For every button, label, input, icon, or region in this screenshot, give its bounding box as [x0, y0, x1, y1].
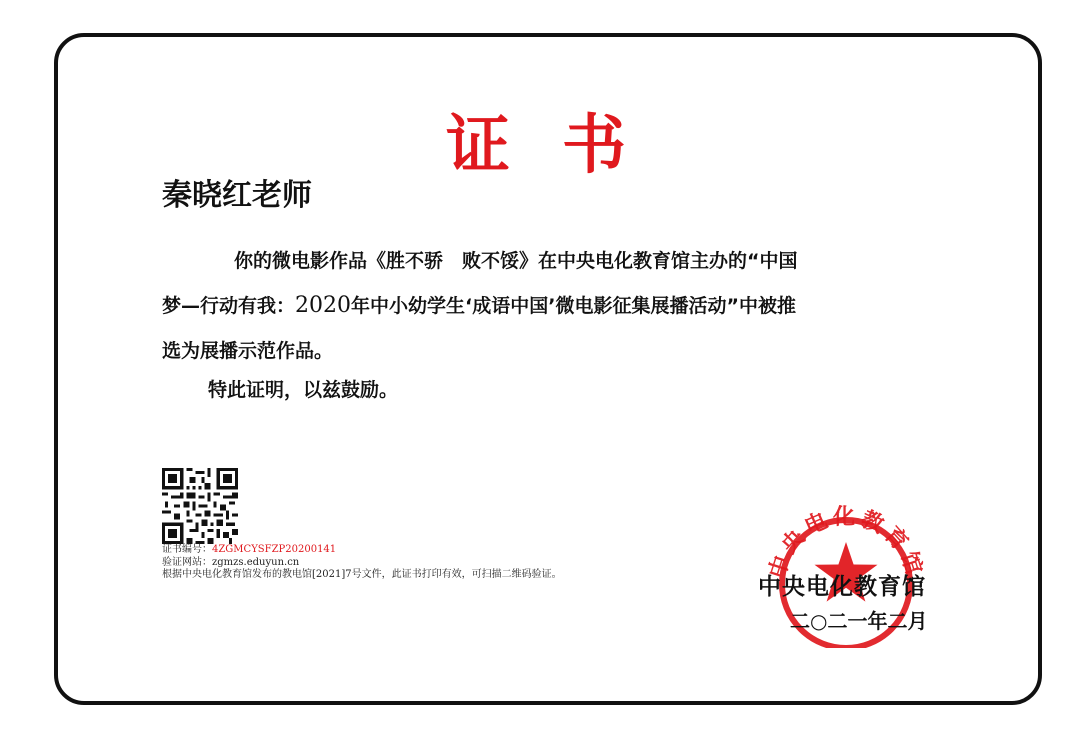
body-line-year: 2020 — [295, 293, 352, 318]
body-line-text: 选为展播示范作品。 — [162, 340, 334, 362]
qr-code-icon[interactable] — [162, 468, 238, 544]
body-line — [162, 294, 937, 318]
body-line-text: 年中小幼学生‘成语中国’微电影征集展播活动”中被推 — [351, 295, 796, 317]
body-line-text: 梦—行动有我： — [162, 295, 296, 317]
verify-site-link[interactable]: zgmzs.eduyun.cn — [212, 556, 300, 568]
certificate-info — [162, 544, 562, 582]
certificate-title — [0, 110, 1080, 182]
issuer-name: 中央电化教育馆 — [758, 574, 926, 600]
cert-number-label: 证书编号： — [162, 544, 212, 555]
seal-text: 中央电化教育馆 — [764, 505, 928, 582]
cert-number-row — [162, 544, 562, 557]
verify-site-row — [162, 557, 562, 570]
body-line — [162, 249, 937, 273]
recipient-name: 秦晓红老师 — [162, 178, 312, 213]
issue-date: 二○二一年二月 — [790, 609, 928, 633]
body-line-text: 特此证明，以兹鼓励。 — [208, 379, 399, 401]
body-line — [162, 378, 937, 402]
title-char: 证 — [446, 109, 518, 183]
verify-site-label: 验证网站： — [162, 556, 212, 568]
body-line-text: 你的微电影作品《胜不骄 败不馁》在中央电化教育馆主办的“中国 — [234, 250, 798, 272]
title-char: 书 — [562, 109, 634, 183]
body-line — [162, 339, 937, 363]
cert-number: 4ZGMCYSFZP20200141 — [212, 544, 337, 555]
validity-note: 根据中央电化教育馆发布的教电馆[2021]7号文件，此证书打印有效，可扫描二维码验证。 — [162, 569, 562, 580]
